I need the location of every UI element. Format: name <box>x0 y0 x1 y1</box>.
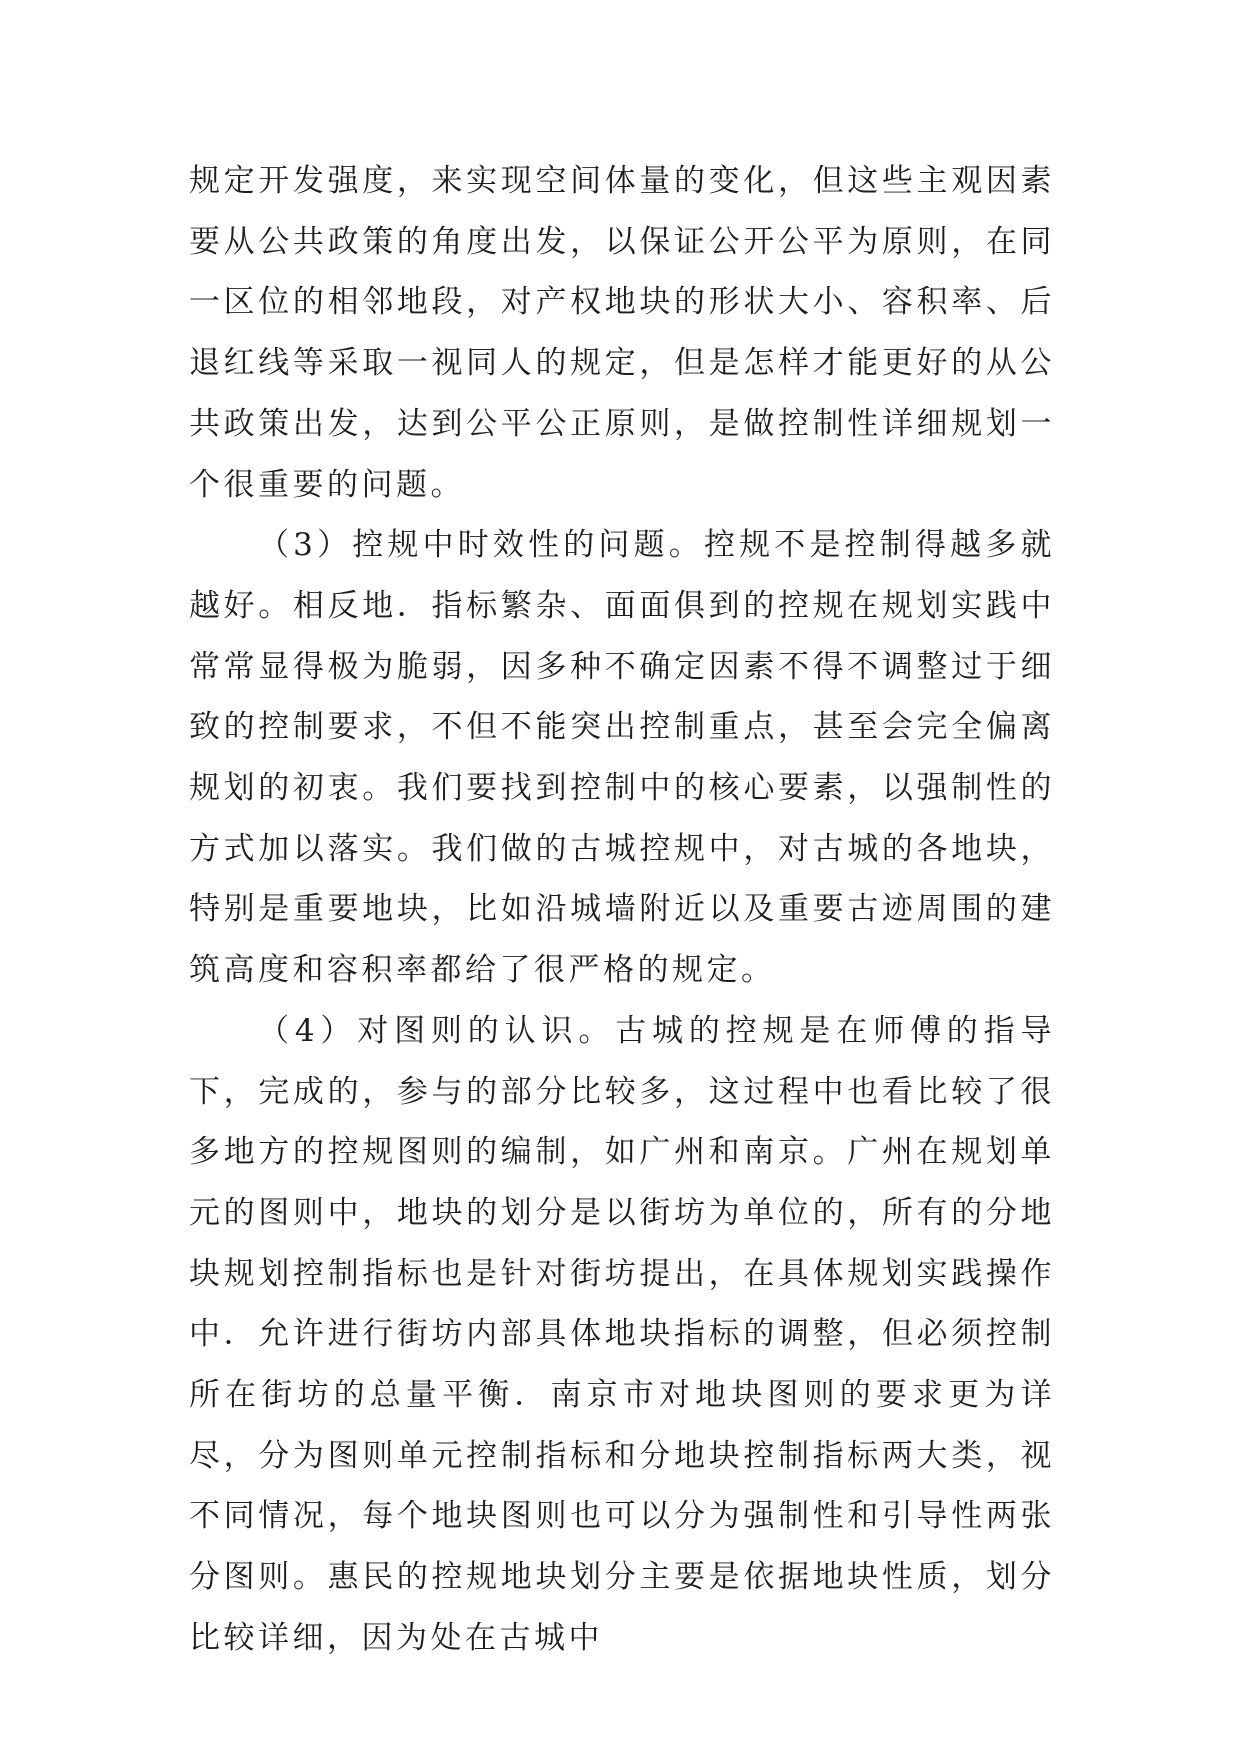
paragraph-public-policy: 规定开发强度，来实现空间体量的变化，但这些主观因素要从公共政策的角度出发，以保证公开公平为原则，在同一区位的相邻地段，对产权地块的形状大小、容积率、后退红线等采取一视同人的规定，但是怎样才能更好的从公共政策出发，达到公平公正原则，是做控制性详细规划一个很重要的问题。 <box>189 163 1055 503</box>
paragraph-plan-drawings: （4）对图则的认识。古城的控规是在师傅的指导下，完成的，参与的部分比较多，这过程中也看比较了很多地方的控规图则的编制，如广州和南京。广州在规划单元的图则中，地块的划分是以街坊为单位的，所有的分地块规划控制指标也是针对街坊提出，在具体规划实践操作中．允许进行街坊内部具体地块指标的调整，但必须控制所在街坊的总量平衡．南京市对地块图则的要求更为详尽，分为图则单元控制指标和分地块控制指标两大类，视不同情况，每个地块图则也可以分为强制性和引导性两张分图则。惠民的控规地块划分主要是依据地块性质，划分比较详细，因为处在古城中 <box>189 1012 1055 1656</box>
paragraph-timeliness: （3）控规中时效性的问题。控规不是控制得越多就越好。相反地．指标繁杂、面面俱到的控规在规划实践中常常显得极为脆弱，因多种不确定因素不得不调整过于细致的控制要求，不但不能突出控制重点，甚至会完全偏离规划的初衷。我们要找到控制中的核心要素，以强制性的方式加以落实。我们做的古城控规中，对古城的各地块，特别是重要地块，比如沿城墙附近以及重要古迹周围的建筑高度和容积率都给了很严格的规定。 <box>189 527 1055 989</box>
document-body <box>189 151 1055 1669</box>
